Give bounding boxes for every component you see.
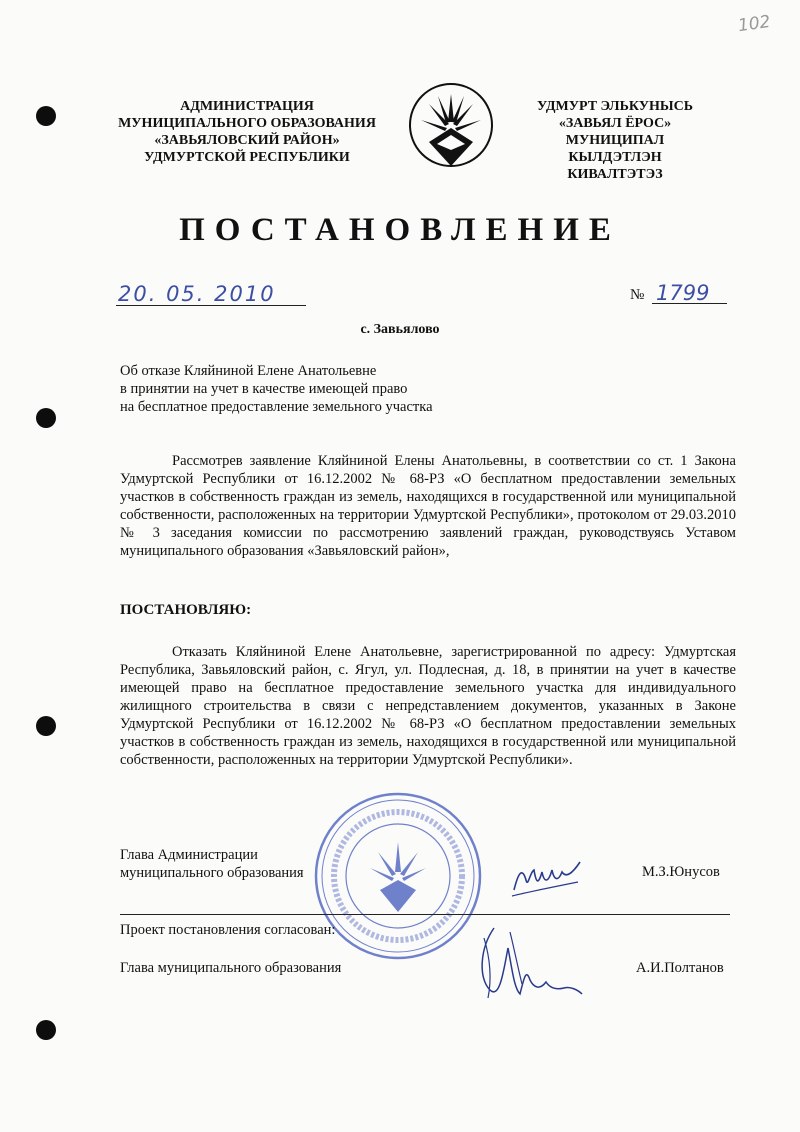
- subject-line: на бесплатное предоставление земельного участка: [120, 399, 433, 415]
- punch-hole: [36, 1020, 56, 1040]
- header-left-line: «ЗАВЬЯЛОВСКИЙ РАЙОН»: [154, 133, 340, 148]
- date-underline: [116, 305, 306, 306]
- header-right-line: УДМУРТ ЭЛЬКУНЫСЬ: [537, 99, 693, 114]
- signatory-title-line: муниципального образования: [120, 865, 304, 881]
- separator-line: [120, 914, 730, 915]
- handwritten-signature: [470, 918, 590, 1008]
- header-left-line: АДМИНИСТРАЦИЯ: [180, 99, 314, 114]
- place-name: с. Завьялово: [360, 322, 440, 337]
- signatory-title: [120, 846, 304, 882]
- page-number-mark: 102: [736, 11, 772, 37]
- handwritten-number: 1799: [656, 281, 710, 305]
- signatory-name: М.З.Юнусов: [642, 864, 720, 880]
- header-left-line: МУНИЦИПАЛЬНОГО ОБРАЗОВАНИЯ: [118, 116, 376, 131]
- second-signatory-name: А.И.Полтанов: [636, 960, 724, 976]
- punch-hole: [36, 106, 56, 126]
- official-stamp: [312, 790, 484, 962]
- handwritten-signature: [508, 852, 588, 902]
- header-left: [112, 98, 382, 166]
- resolve-heading: ПОСТАНОВЛЯЮ:: [120, 602, 252, 618]
- subject-line: Об отказе Кляйниной Елене Анатольевне: [120, 363, 377, 379]
- signatory-title-line: Глава Администрации: [120, 847, 258, 863]
- decision-paragraph: Отказать Кляйниной Елене Анатольевне, зарегистрированной по адресу: Удмуртская Республика, Завьяловский район, с. Ягул, ул. Подлесная, д. 18, в принятии на учет в качестве имеющей право на бесплатное предоставление земельного участка для индивидуального жилищного строительства в связи с непредставлением документов, указанных в Законе Удмуртской Республики от 16.12.2002 № 68-РЗ «О бесплатном предоставлении земельных участков в собственность граждан из земель, находящихся в государственной или муниципальной собственности, расположенных на территории Удмуртской Республики».: [120, 644, 736, 768]
- number-underline: [652, 303, 727, 304]
- subject-line: в принятии на учет в качестве имеющей право: [120, 381, 408, 397]
- header-left-line: УДМУРТСКОЙ РЕСПУБЛИКИ: [144, 150, 350, 165]
- header-right-line: МУНИЦИПАЛ КЫЛДЭТЛЭН: [565, 133, 665, 165]
- punch-hole: [36, 408, 56, 428]
- second-signatory-title: Глава муниципального образования: [120, 960, 342, 976]
- coat-of-arms-emblem: [407, 82, 495, 168]
- header-right: [520, 98, 710, 183]
- header-right-line: «ЗАВЬЯЛ ЁРОС»: [558, 116, 672, 131]
- subject-block: [120, 362, 433, 416]
- number-label: №: [630, 287, 645, 303]
- document-title: ПОСТАНОВЛЕНИЕ: [179, 212, 621, 248]
- header-right-line: КИВАЛТЭТЭЗ: [567, 167, 663, 182]
- approval-note: Проект постановления согласован:: [120, 922, 336, 938]
- preamble-paragraph: Рассмотрев заявление Кляйниной Елены Анатольевны, в соответствии со ст. 1 Закона Удмуртской Республики от 16.12.2002 № 68-РЗ «О бесплатном предоставлении земельных участков в собственность граждан из земель, находящихся в государственной или муниципальной собственности, расположенных на территории Удмуртской Республики», протоколом от 29.03.2010 № 3 заседания комиссии по рассмотрению заявлений граждан, руководствуясь Уставом муниципального образования «Завьяловский район»,: [120, 453, 736, 559]
- handwritten-date: 20. 05. 2010: [118, 282, 276, 306]
- punch-hole: [36, 716, 56, 736]
